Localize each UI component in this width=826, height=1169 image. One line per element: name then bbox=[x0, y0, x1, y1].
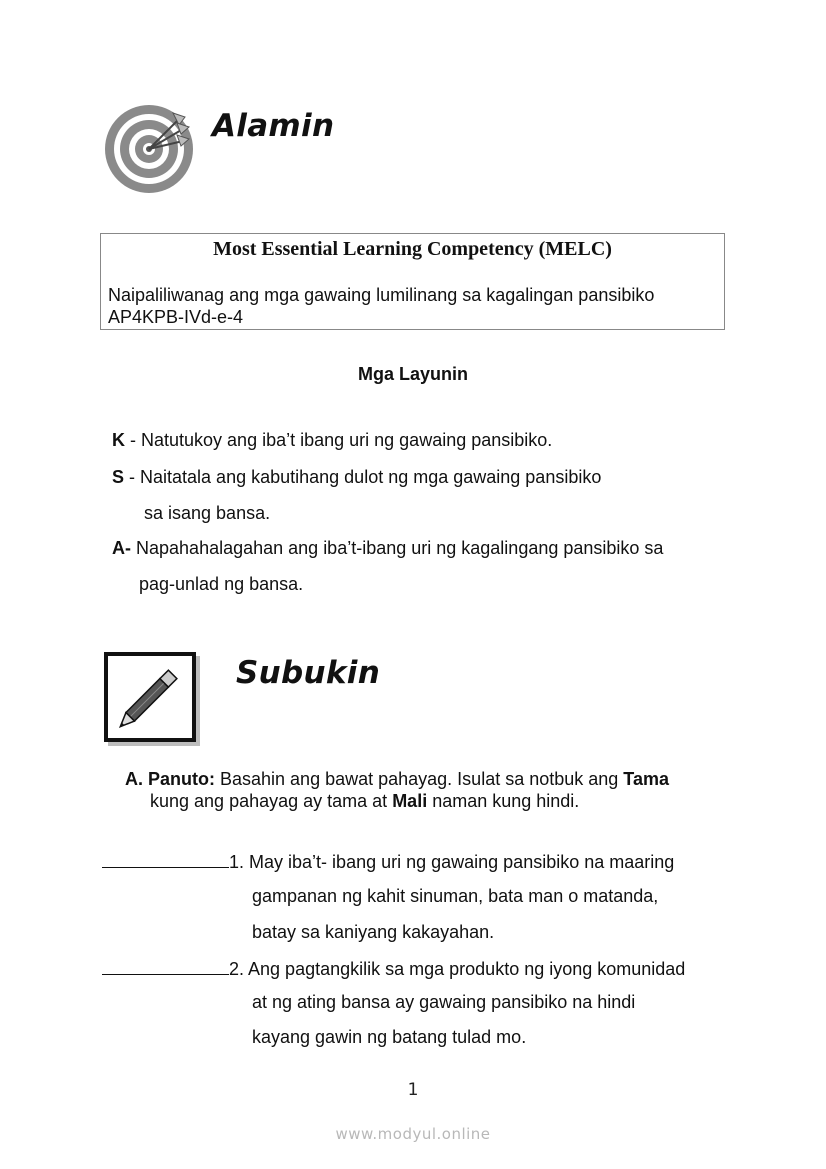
question-2-line-2: at ng ating bansa ay gawaing pansibiko na hindi bbox=[252, 992, 636, 1012]
answer-blank-1[interactable] bbox=[102, 850, 229, 868]
instructions-label: A. Panuto: bbox=[125, 769, 215, 789]
question-2: 2. Ang pagtangkilik sa mga produkto ng iyong komunidad bbox=[102, 957, 685, 980]
question-2-line-3: kayang gawin ng batang tulad mo. bbox=[252, 1027, 527, 1047]
question-1-line-2: gampanan ng kahit sinuman, bata man o matanda, bbox=[252, 886, 659, 906]
pencil-icon bbox=[104, 652, 196, 742]
objective-text: Natutukoy ang iba’t ibang uri ng gawaing pansibiko. bbox=[141, 430, 553, 450]
keyword-tama: Tama bbox=[623, 769, 669, 789]
objective-key: K bbox=[112, 430, 125, 450]
answer-blank-2[interactable] bbox=[102, 957, 229, 975]
objective-text: Naitatala ang kabutihang dulot ng mga gawaing pansibiko bbox=[140, 467, 602, 487]
melc-code: AP4KPB-IVd-e-4 bbox=[108, 307, 244, 327]
objective-s-continuation: sa isang bansa. bbox=[144, 503, 271, 523]
footer-url: www.modyul.online bbox=[335, 1125, 491, 1143]
objective-key: S bbox=[112, 467, 125, 487]
section-title-subukin: Subukin bbox=[236, 655, 381, 691]
objective-s: S - Naitatala ang kabutihang dulot ng mga gawaing pansibiko bbox=[112, 467, 602, 487]
section-title-alamin: Alamin bbox=[212, 108, 335, 144]
melc-competency: Naipaliliwanag ang mga gawaing lumilinang sa kagalingan pansibiko bbox=[108, 285, 655, 305]
page-number: 1 bbox=[407, 1080, 419, 1100]
question-1-line-3: batay sa kaniyang kakayahan. bbox=[252, 922, 495, 942]
keyword-mali: Mali bbox=[392, 791, 428, 811]
objective-a-continuation: pag-unlad ng bansa. bbox=[139, 574, 304, 594]
layunin-heading: Mga Layunin bbox=[357, 364, 468, 384]
question-number: 2. bbox=[229, 959, 245, 979]
objective-a bbox=[112, 538, 663, 559]
question-1: 1. May iba’t- ibang uri ng gawaing pansibiko na maaring bbox=[102, 850, 674, 873]
question-number: 1. bbox=[229, 852, 245, 872]
target-icon bbox=[103, 103, 195, 195]
melc-heading: Most Essential Learning Competency (MELC) bbox=[213, 238, 612, 260]
instructions: A. Panuto: Basahin ang bawat pahayag. Isulat sa notbuk ang Tama kung ang pahayag ay tama at Mali naman kung hindi. bbox=[125, 769, 669, 811]
objective-text: Napahahalagahan ang iba’t-ibang uri ng kagalingang pansibiko sa bbox=[136, 538, 664, 558]
melc-competency-text bbox=[108, 284, 654, 328]
melc-box bbox=[100, 233, 725, 330]
objective-key: A- bbox=[112, 538, 131, 558]
objective-k: K - Natutukoy ang iba’t ibang uri ng gawaing pansibiko. bbox=[112, 430, 553, 450]
